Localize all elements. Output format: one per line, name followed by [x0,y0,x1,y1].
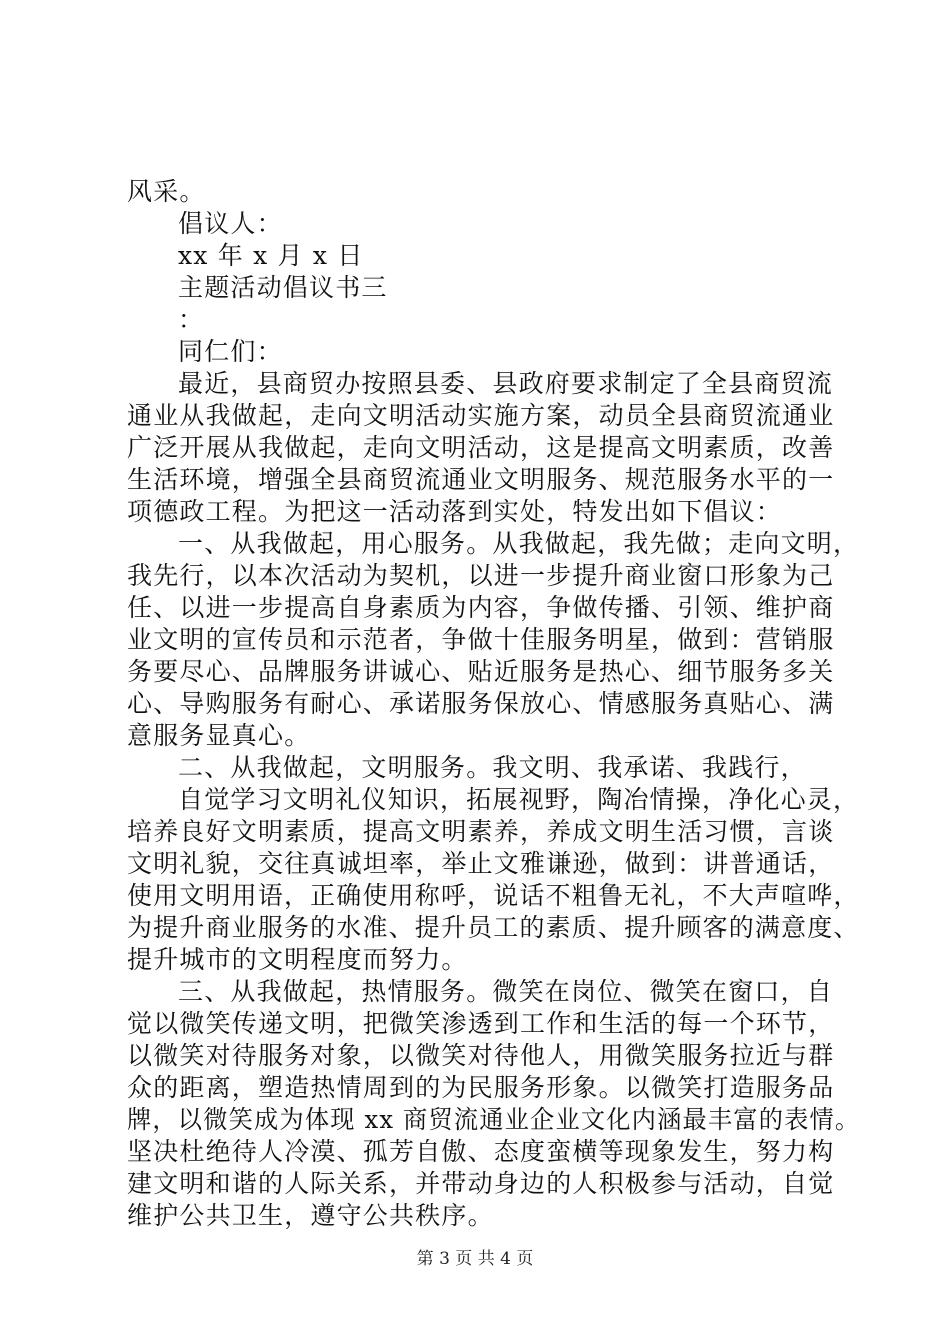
paragraph-line: 广泛开展从我做起，走向文明活动，这是提高文明素质，改善 [127,433,835,462]
paragraph-line: 为提升商业服务的水准、提升员工的素质、提升顾客的满意度、 [127,913,860,942]
paragraph-line: 使用文明用语，正确使用称呼，说话不粗鲁无礼，不大声喧哗， [127,881,860,910]
page-number-footer: 第 3 页 共 4 页 [416,1249,534,1269]
text-line: 风采。 [127,177,206,206]
paragraph-line: 最近，县商贸办按照县委、县政府要求制定了全县商贸流 [178,369,834,398]
paragraph-line: 以微笑对待服务对象，以微笑对待他人，用微笑服务拉近与群 [127,1041,835,1070]
date-line: xx 年 x 月 x 日 [178,241,364,270]
paragraph-line: 务要尽心、品牌服务讲诚心、贴近服务是热心、细节服务多关 [127,657,835,686]
paragraph-line: 心、导购服务有耐心、承诺服务保放心、情感服务真贴心、满 [127,689,835,718]
paragraph-line: 建文明和谐的人际关系，并带动身边的人积极参与活动，自觉 [127,1169,835,1198]
paragraph-line: 牌，以微笑成为体现 xx 商贸流通业企业文化内涵最丰富的表情。 [127,1105,861,1134]
paragraph-line: 觉以微笑传递文明，把微笑渗透到工作和生活的每一个环节， [127,1009,835,1038]
paragraph-line: 提升城市的文明程度而努力。 [127,945,468,974]
section-title: 主题活动倡议书三 [178,273,388,302]
paragraph-line: 业文明的宣传员和示范者，争做十佳服务明星，做到：营销服 [127,625,835,654]
signature-label: 倡议人： [178,209,283,238]
paragraph-line: 众的距离，塑造热情周到的为民服务形象。以微笑打造服务品 [127,1073,835,1102]
salutation: 同仁们： [178,337,283,366]
paragraph-line: 生活环境，增强全县商贸流通业文明服务、规范服务水平的一 [127,465,835,494]
paragraph-line: 文明礼貌，交往真诚坦率，举止文雅谦逊，做到：讲普通话， [127,849,835,878]
paragraph-line: 维护公共卫生，遵守公共秩序。 [127,1201,494,1230]
paragraph-line: 自觉学习文明礼仪知识，拓展视野，陶冶情操，净化心灵， [178,785,860,814]
paragraph-line: 项德政工程。为把这一活动落到实处，特发出如下倡议： [127,497,783,526]
paragraph-line: 一、从我做起，用心服务。从我做起，我先做；走向文明， [178,529,860,558]
paragraph-line: 培养良好文明素质，提高文明素养，养成文明生活习惯，言谈 [127,817,835,846]
paragraph-line: 坚决杜绝待人冷漠、孤芳自傲、态度蛮横等现象发生，努力构 [127,1137,835,1166]
paragraph-line: 意服务显真心。 [127,721,311,750]
paragraph-line: 任、以进一步提高自身素质为内容，争做传播、引领、维护商 [127,593,835,622]
paragraph-line: 我先行，以本次活动为契机，以进一步提升商业窗口形象为己 [127,561,835,590]
paragraph-line: 三、从我做起，热情服务。微笑在岗位、微笑在窗口，自 [178,977,834,1006]
text-line: ： [178,305,205,334]
paragraph-line: 二、从我做起，文明服务。我文明、我承诺、我践行， [178,753,807,782]
paragraph-line: 通业从我做起，走向文明活动实施方案，动员全县商贸流通业 [127,401,835,430]
